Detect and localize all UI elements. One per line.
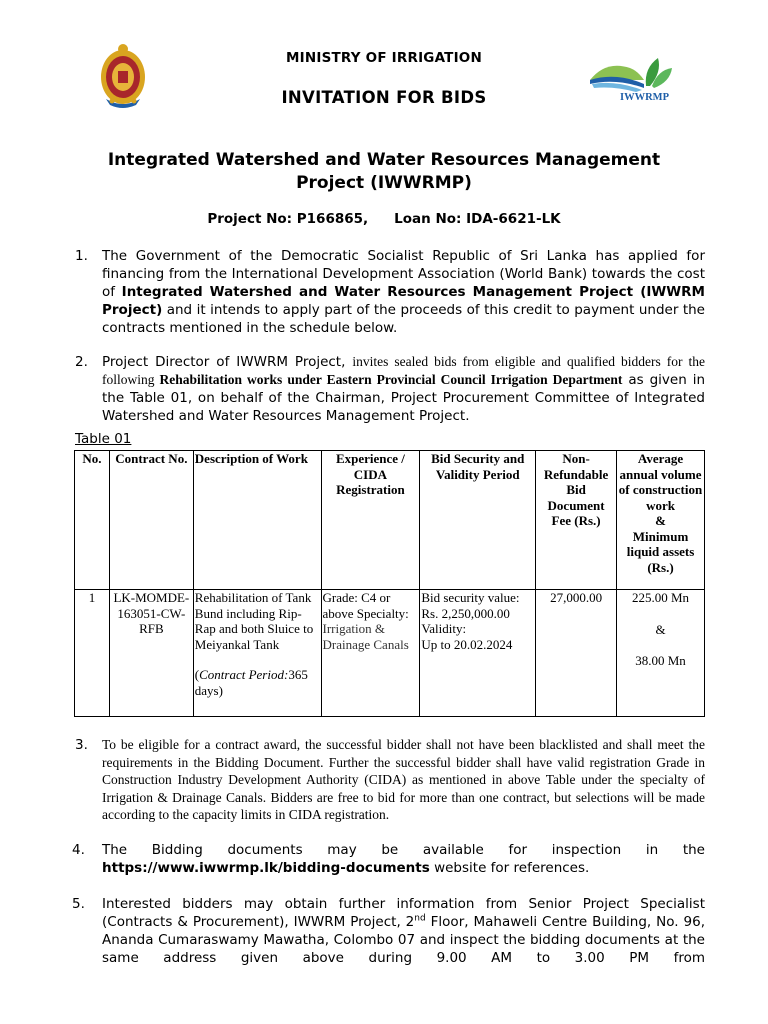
paragraph-1-number: 1.	[75, 248, 88, 264]
contract-period	[195, 667, 320, 698]
cell-fee: 27,000.00	[536, 590, 617, 717]
logo-text: IWWRMP	[620, 92, 669, 103]
validity-label: Validity:	[421, 621, 467, 636]
paragraph-5-number: 5.	[72, 896, 85, 912]
project-number: Project No: P166865,	[207, 211, 369, 227]
p2-text-serif: invites sealed bids from eligible and qualified bidders for the following	[102, 354, 705, 387]
liquid-assets: 38.00 Mn	[635, 653, 686, 668]
experience-grade: Grade: C4 or above Specialty:	[322, 590, 409, 621]
p1-text-a: The Government of the Democratic Socialist Republic of Sri Lanka has applied for financing from the International Development Association (World Bank) towards the cost of	[102, 248, 705, 300]
validity-date: Up to 20.02.2024	[421, 636, 513, 652]
project-title	[0, 149, 768, 195]
cell-contract-no: LK-MOMDE-163051-CW-RFB	[109, 590, 193, 717]
loan-number: Loan No: IDA-6621-LK	[394, 211, 561, 227]
project-title-text: Integrated Watershed and Water Resources Management Project (IWWRMP)	[107, 150, 661, 193]
table-header-row	[75, 451, 705, 590]
bid-security-value: Bid security value: Rs. 2,250,000.00	[421, 590, 520, 621]
p4-text-a: The Bidding documents may be available for inspection in the	[102, 842, 705, 858]
paragraph-3: To be eligible for a contract award, the successful bidder shall not have been blacklisted and shall meet the requirements in the Bidding Document. Further the successful bidder shall have valid registration Grade in Construction Industry Development Authority (CIDA) as mentioned in above Table under the specialty of Irrigation & Drainage Canals. Bidders are free to bid for more than one contract, but selections will be made according to the capacity limits in CIDA registration.	[102, 737, 705, 822]
header-average-line-2: &	[655, 513, 666, 528]
p1-text-b: and it intends to apply part of the proceeds of this credit to payment under the contracts mentioned in the schedule below.	[102, 302, 705, 336]
bidding-documents-link[interactable]: https://www.iwwrmp.lk/bidding-documents	[102, 860, 430, 876]
header-no: No.	[75, 451, 110, 590]
cell-average-volume	[617, 590, 705, 717]
ministry-heading: MINISTRY OF IRRIGATION	[286, 50, 482, 66]
paragraph-1	[102, 247, 705, 337]
cell-description	[193, 590, 321, 717]
contract-period-value: 365 days)	[194, 667, 308, 698]
header-experience: Experience / CIDA Registration	[321, 451, 420, 590]
cell-bid-security	[420, 590, 536, 717]
header-contract-no: Contract No.	[109, 451, 193, 590]
p1-project-name: Integrated Watershed and Water Resources Management Project (IWWRM Project)	[102, 284, 705, 318]
paragraph-5	[102, 895, 705, 967]
paragraph-4-number: 4.	[72, 842, 85, 858]
header-bid-security: Bid Security and Validity Period	[420, 451, 536, 590]
paragraph-3-number: 3.	[75, 737, 88, 753]
p2-text-b: as given in the Table 01, on behalf of the Chairman, Project Procurement Committee of Integrated Watershed and Water Resources Management Project.	[102, 372, 705, 424]
table-label: Table 01	[75, 431, 132, 447]
p5-superscript: nd	[414, 913, 426, 924]
p2-text-a: Project Director of IWWRM Project,	[102, 354, 353, 370]
contract-period-label: Contract Period:	[199, 667, 289, 682]
document-title: INVITATION FOR BIDS	[281, 88, 487, 107]
project-identifiers	[0, 211, 768, 227]
header-description: Description of Work	[193, 451, 321, 590]
cell-no: 1	[75, 590, 110, 717]
paragraph-4	[102, 841, 705, 877]
contracts-table	[74, 450, 705, 717]
average-volume: 225.00 Mn	[631, 590, 690, 605]
header-average-line-3: Minimum liquid assets (Rs.)	[626, 528, 695, 575]
average-and: &	[655, 621, 666, 637]
p2-works-name: Rehabilitation works under Eastern Provincial Council Irrigation Department	[159, 372, 623, 387]
header-fee: Non-Refundable Bid Document Fee (Rs.)	[536, 451, 617, 590]
p5-text-a: Interested bidders may obtain further information from Senior Project Specialist (Contracts & Procurement), IWWRM Project, 2	[102, 896, 705, 930]
p4-text-b: website for references.	[429, 860, 590, 876]
period-open: (	[194, 667, 200, 682]
experience-specialty: Irrigation & Drainage Canals	[322, 621, 409, 652]
paragraph-2	[102, 353, 705, 425]
cell-experience	[321, 590, 420, 717]
table-row	[75, 590, 705, 717]
description-text: Rehabilitation of Tank Bund including Rip-Rap and both Sluice to Meiyankal Tank	[194, 590, 314, 652]
p5-text-b: Floor, Mahaweli Centre Building, No. 96, Ananda Cumaraswamy Mawatha, Colombo 07 and inspect the bidding documents at the same address given above during 9.00 AM to 3.00 PM from	[102, 914, 705, 966]
header-average-volume	[617, 451, 705, 590]
header-average-line-1: Average annual volume of construction work	[618, 451, 703, 513]
paragraph-2-number: 2.	[75, 354, 88, 370]
